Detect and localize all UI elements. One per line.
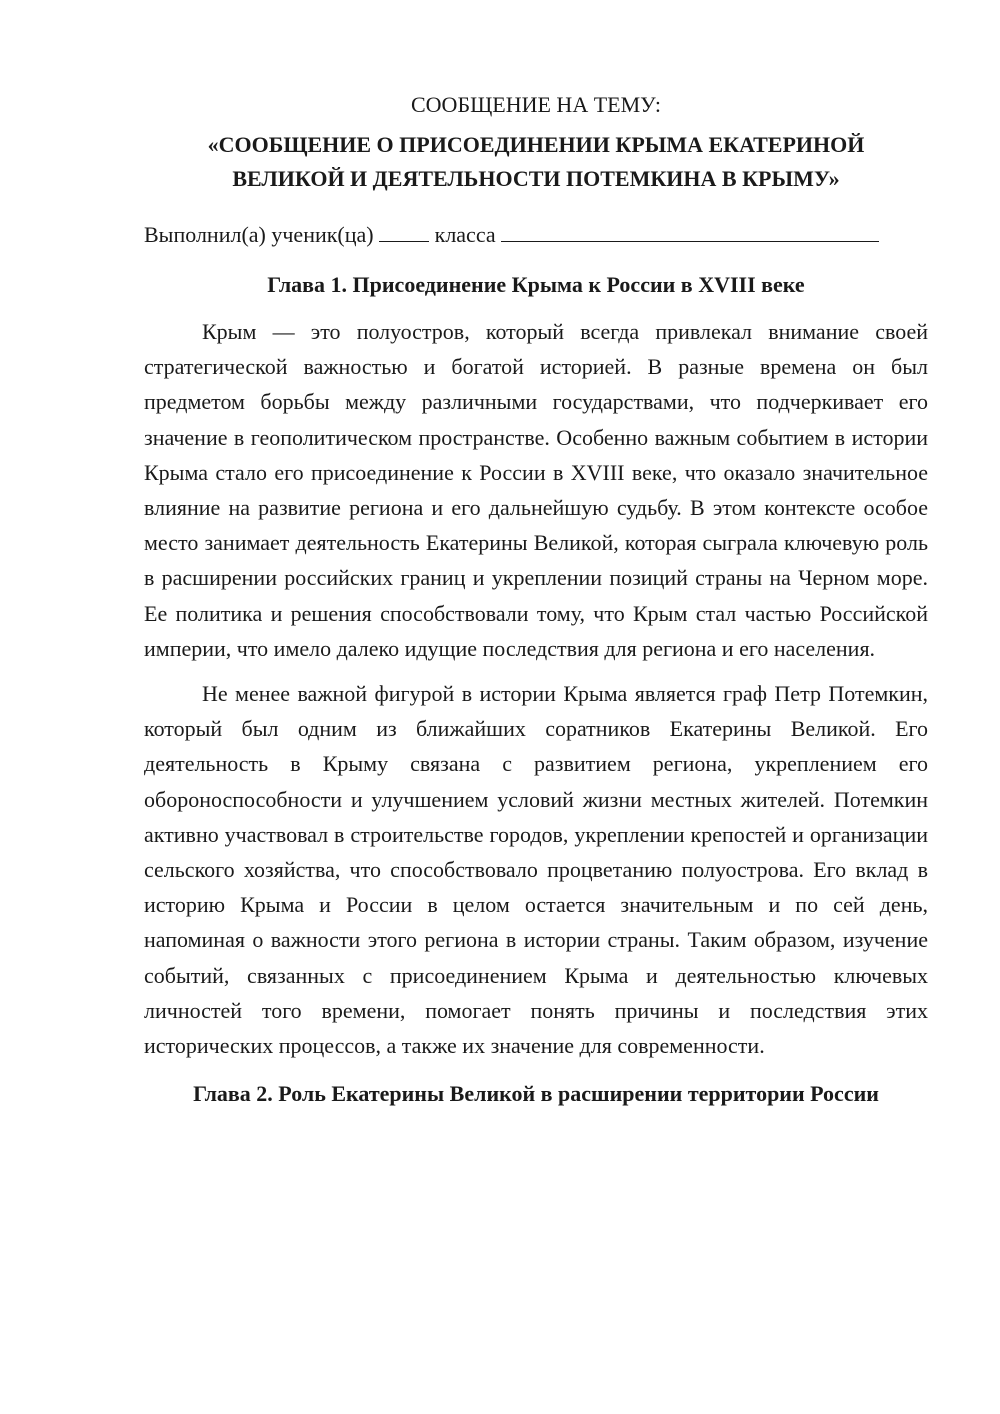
document-title xyxy=(144,128,928,196)
chapter-1-paragraph-1: Крым — это полуостров, который всегда привлекал внимание своей стратегической важностью и богатой историей. В разные времена он был предметом борьбы между различными государствами, что подчеркивает его значение в геополитическом пространстве. Особенно важным событием в истории Крыма стало его присоединение к России в XVIII веке, что оказало значительное влияние на развитие региона и его дальнейшую судьбу. В этом контексте особое место занимает деятельность Екатерины Великой, которая сыграла ключевую роль в расширении российских границ и укреплении позиций страны на Черном море. Ее политика и решения способствовали тому, что Крым стал частью Российской империи, что имело далеко идущие последствия для региона и его населения. xyxy=(144,319,928,661)
document-title-line-1: «СООБЩЕНИЕ О ПРИСОЕДИНЕНИИ КРЫМА ЕКАТЕРИНОЙ xyxy=(207,132,865,157)
chapter-1-title: Глава 1. Присоединение Крыма к России в XVIII веке xyxy=(267,272,805,297)
author-line xyxy=(144,218,928,252)
author-prefix: Выполнил(а) ученик(ца) xyxy=(144,222,374,247)
document-title-line-2: ВЕЛИКОЙ И ДЕЯТЕЛЬНОСТИ ПОТЕМКИНА В КРЫМУ» xyxy=(232,166,840,191)
class-letter-blank xyxy=(501,219,879,242)
document-label: СООБЩЕНИЕ НА ТЕМУ: xyxy=(411,92,661,117)
class-word: класса xyxy=(434,222,496,247)
class-number-blank xyxy=(379,219,429,242)
chapter-2-title: Глава 2. Роль Екатерины Великой в расширении территории России xyxy=(193,1081,879,1107)
document-page xyxy=(144,88,928,1111)
chapter-1-paragraph-2: Не менее важной фигурой в истории Крыма является граф Петр Потемкин, который был одним из ближайших соратников Екатерины Великой. Его деятельность в Крыму связана с развитием региона, укреплением его обороноспособности и улучшением условий жизни местных жителей. Потемкин активно участвовал в строительстве городов, укреплении крепостей и организации сельского хозяйства, что способствовало процветанию полуострова. Его вклад в историю Крыма и России в целом остается значительным и по сей день, напоминая о важности этого региона в истории страны. Таким образом, изучение событий, связанных с присоединением Крыма и деятельностью ключевых личностей того времени, помогает понять причины и последствия этих исторических процессов, а также их значение для современности. xyxy=(144,681,928,1059)
